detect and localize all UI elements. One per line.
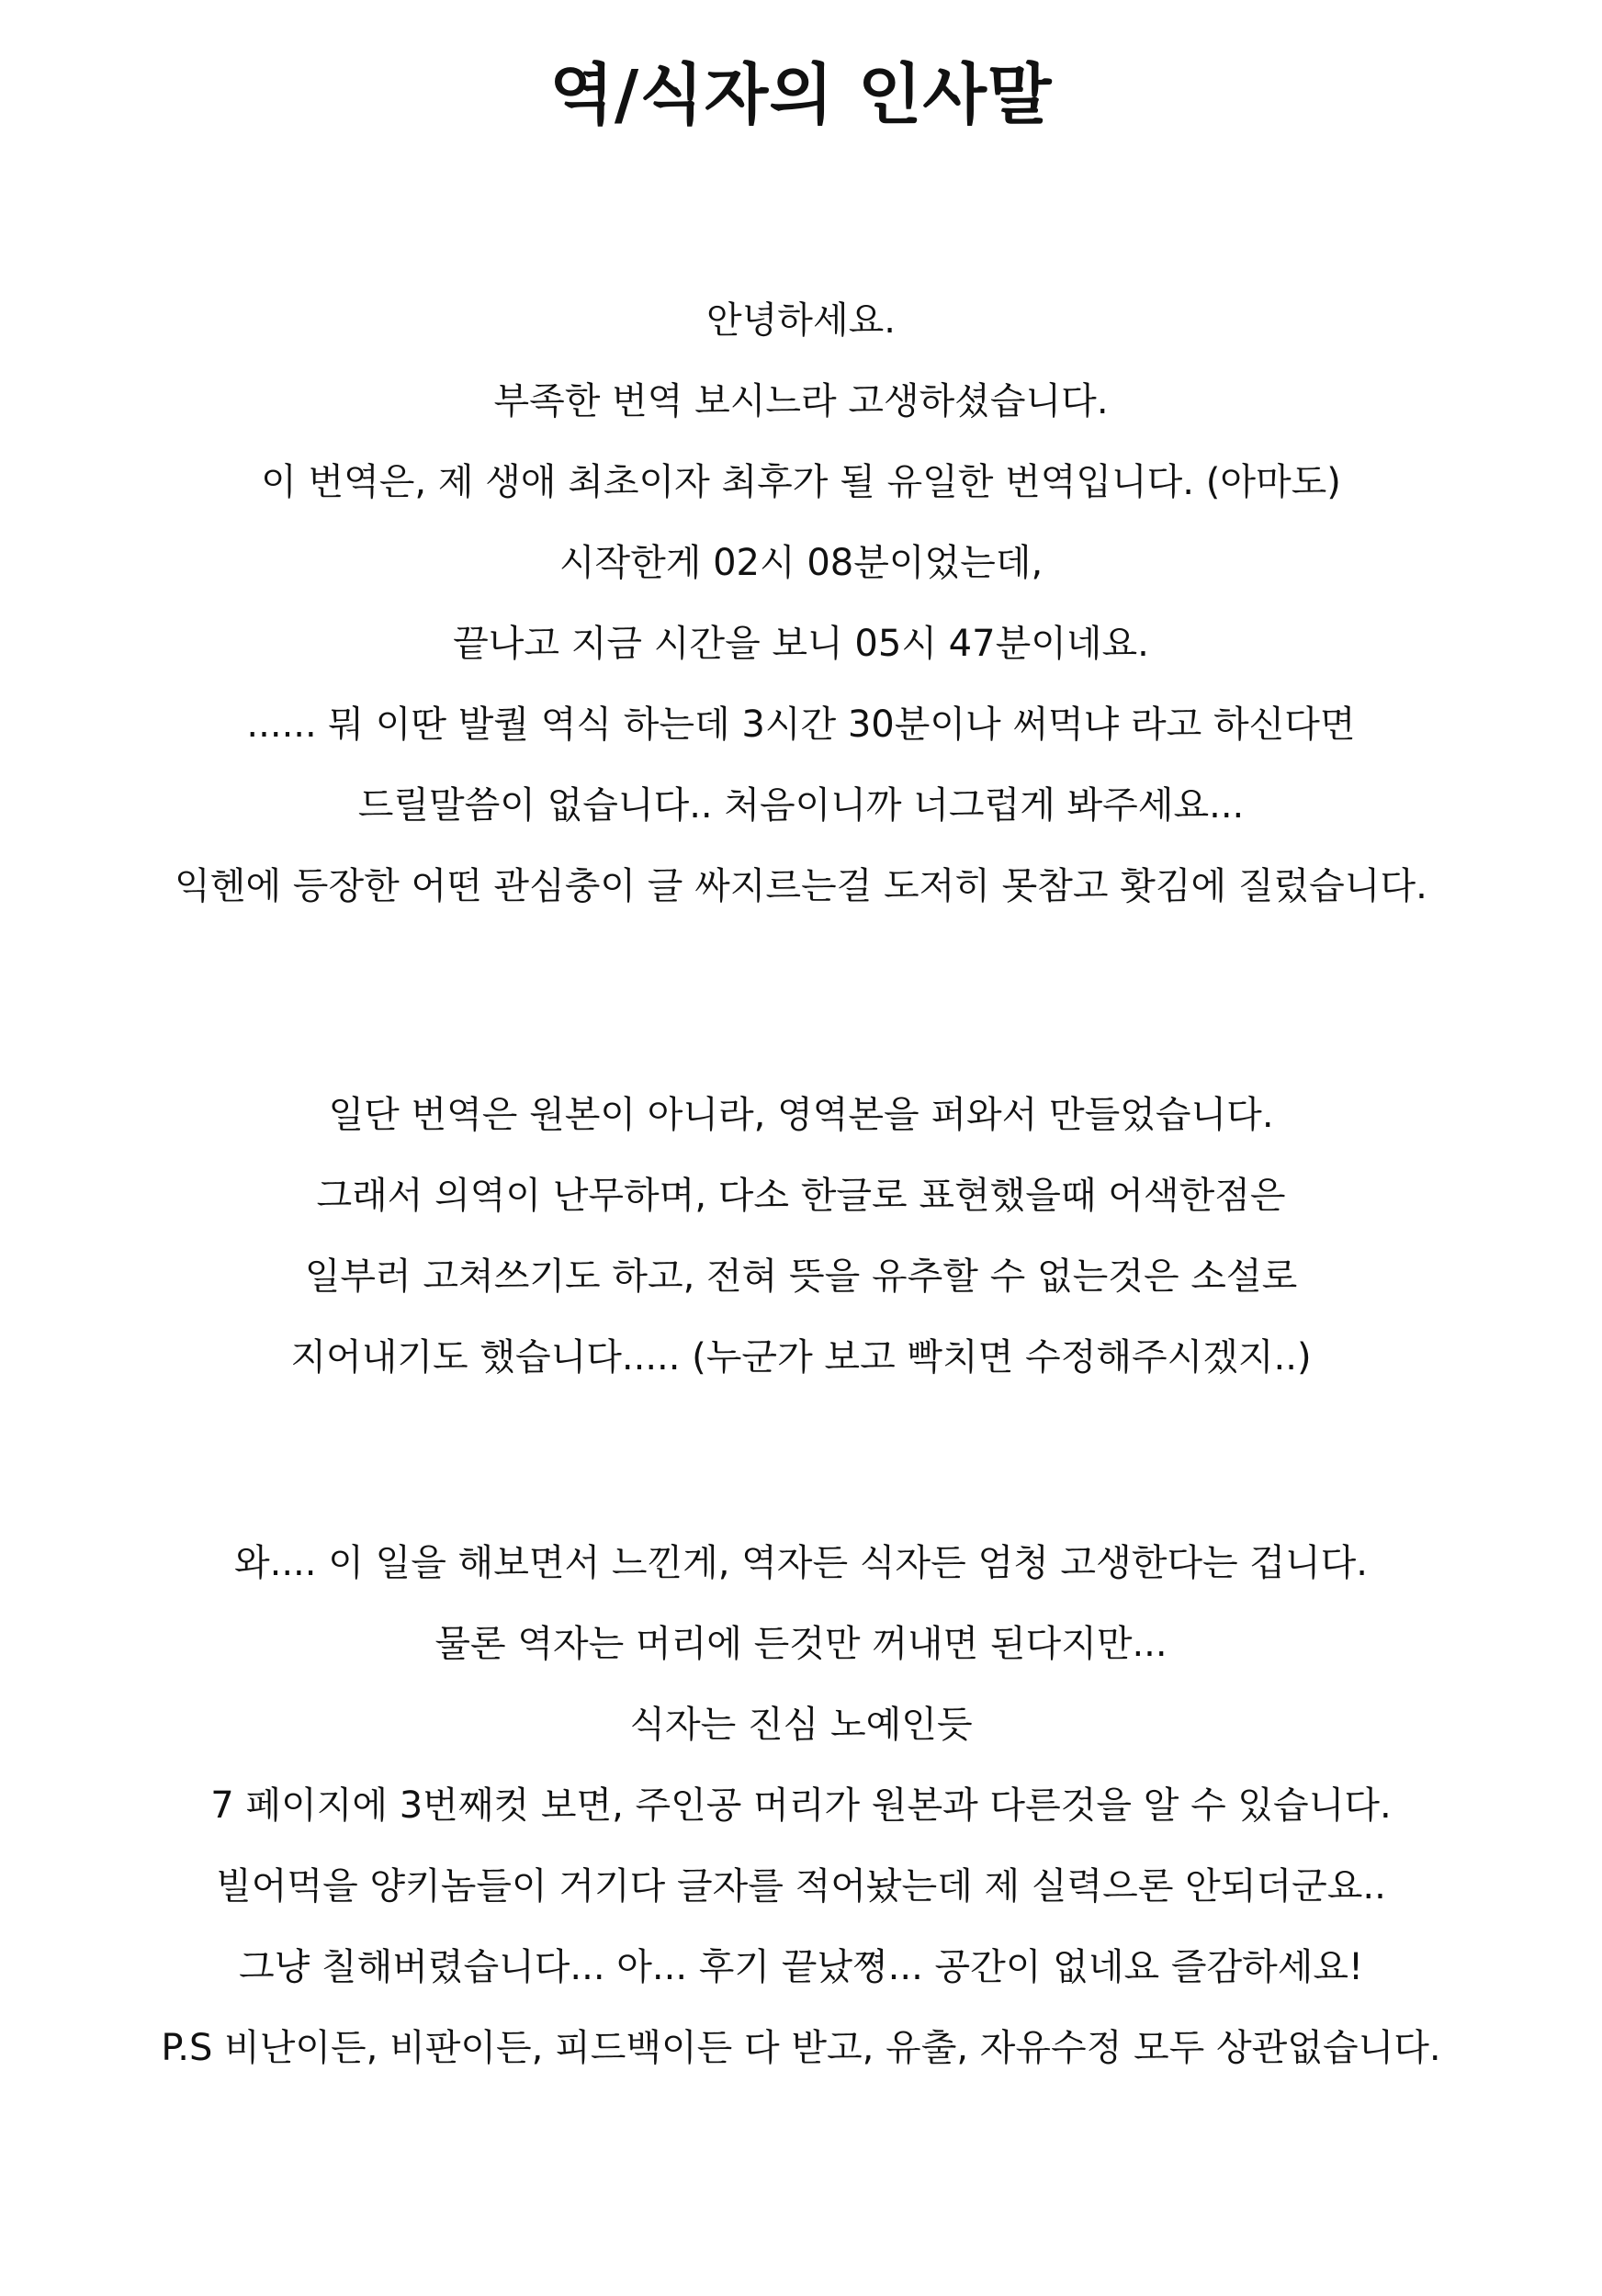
text-line: 부족한 번역 보시느라 고생하셨습니다.: [493, 380, 1109, 422]
paragraph-greeting: [0, 280, 1602, 927]
text-line: 익헨에 등장한 어떤 관심충이 글 싸지르는걸 도저히 못참고 홧김에 질렀습니다.: [175, 865, 1427, 907]
text-line: ...... 뭐 이딴 발퀄 역식 하는데 3시간 30분이나 써먹냐 라고 하신다면: [246, 703, 1356, 746]
text-line: 일단 번역은 원본이 아니라, 영역본을 퍼와서 만들었습니다.: [328, 1094, 1274, 1136]
text-line: 시작한게 02시 08분이었는데,: [558, 542, 1044, 584]
text-line: 그냥 칠해버렸습니다... 아... 후기 끝났쪙... 공간이 없네요 즐감하세요!: [238, 1946, 1364, 1988]
text-line: 드릴말씀이 없습니다.. 처음이니까 너그럽게 봐주세요...: [357, 784, 1245, 827]
text-line: 끝나고 지금 시간을 보니 05시 47분이네요.: [453, 623, 1149, 665]
text-line: 지어내기도 했습니다..... (누군가 보고 빡치면 수정해주시겠지..): [290, 1336, 1312, 1379]
page-title: 역/식자의 인사말: [549, 56, 1053, 133]
text-line: 7 페이지에 3번째컷 보면, 주인공 머리가 원본과 다른것을 알 수 있습니다.: [210, 1784, 1392, 1827]
text-line: 빌어먹을 양키놈들이 거기다 글자를 적어놨는데 제 실력으론 안되더군요..: [216, 1865, 1386, 1908]
text-line: P.S 비난이든, 비판이든, 피드백이든 다 받고, 유출, 자유수정 모두 상관없습니다.: [161, 2027, 1441, 2069]
paragraph-translation-notes: [0, 1075, 1602, 1398]
text-line: 식자는 진심 노예인듯: [629, 1704, 973, 1746]
paragraph-closing: [0, 1523, 1602, 2088]
text-line: 물론 역자는 머리에 든것만 꺼내면 된다지만...: [434, 1623, 1168, 1665]
text-line: 와.... 이 일을 해보면서 느낀게, 역자든 식자든 엄청 고생한다는 겁니다.: [233, 1542, 1368, 1584]
text-line: 일부러 고쳐쓰기도 하고, 전혀 뜻을 유추할 수 없는것은 소설로: [304, 1255, 1298, 1298]
text-line: 안녕하세요.: [706, 299, 896, 342]
text-line: 이 번역은, 제 생애 최초이자 최후가 될 유일한 번역입니다. (아마도): [261, 461, 1341, 503]
text-line: 그래서 의역이 난무하며, 다소 한글로 표현했을때 어색한점은: [316, 1175, 1286, 1217]
